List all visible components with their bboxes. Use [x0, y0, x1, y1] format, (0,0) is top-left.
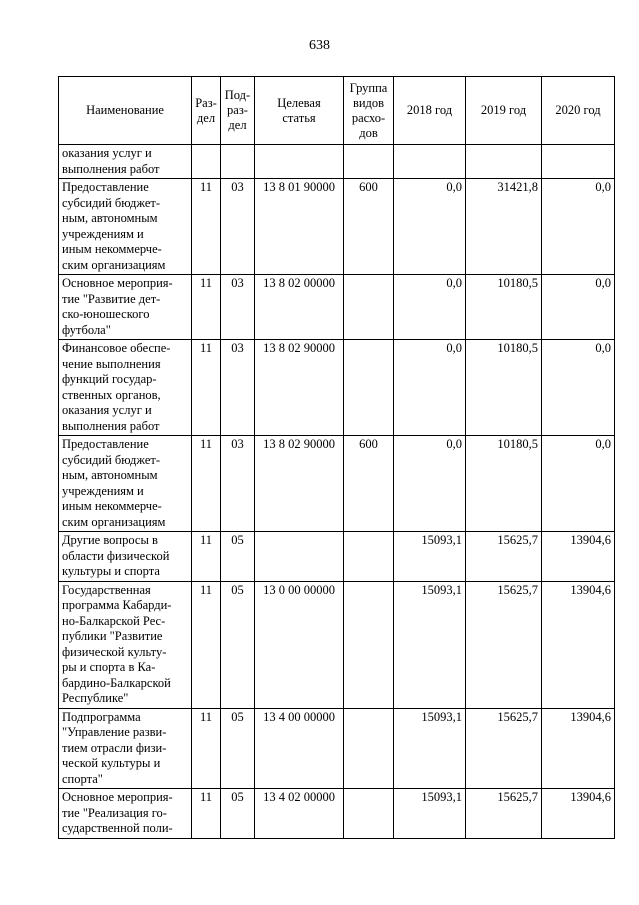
cell-tselevaya-statya	[255, 145, 344, 179]
cell-2020	[542, 145, 615, 179]
table-body	[59, 145, 615, 839]
cell-2019: 15625,7	[466, 708, 542, 789]
cell-gruppa	[344, 581, 394, 708]
cell-name: Другие вопросы в области физической культуры и спорта	[59, 532, 192, 582]
cell-2020: 13904,6	[542, 789, 615, 839]
cell-2019: 10180,5	[466, 275, 542, 340]
table-row	[59, 436, 615, 532]
table-row	[59, 532, 615, 582]
header-2019: 2019 год	[466, 77, 542, 145]
cell-tselevaya-statya: 13 0 00 00000	[255, 581, 344, 708]
cell-name: Государственная программа Кабарди- но-Балкарской Рес- публики "Развитие физической культу- ры и спорта в Ка- бардино-Балкарской Республике"	[59, 581, 192, 708]
cell-podrazdel: 03	[221, 179, 255, 275]
cell-2018: 15093,1	[394, 789, 466, 839]
cell-2020: 0,0	[542, 179, 615, 275]
cell-gruppa	[344, 532, 394, 582]
cell-gruppa	[344, 275, 394, 340]
cell-2018: 0,0	[394, 179, 466, 275]
cell-2019	[466, 145, 542, 179]
cell-2019: 10180,5	[466, 340, 542, 436]
cell-razdel: 11	[192, 436, 221, 532]
cell-tselevaya-statya: 13 8 01 90000	[255, 179, 344, 275]
cell-gruppa	[344, 708, 394, 789]
cell-podrazdel: 03	[221, 436, 255, 532]
cell-podrazdel: 05	[221, 532, 255, 582]
header-2018: 2018 год	[394, 77, 466, 145]
cell-tselevaya-statya: 13 8 02 00000	[255, 275, 344, 340]
cell-2018: 15093,1	[394, 708, 466, 789]
header-name: Наименование	[59, 77, 192, 145]
cell-2019: 31421,8	[466, 179, 542, 275]
cell-2020: 0,0	[542, 340, 615, 436]
page-number: 638	[309, 38, 330, 53]
table-row	[59, 708, 615, 789]
cell-2019: 15625,7	[466, 532, 542, 582]
cell-2019: 15625,7	[466, 789, 542, 839]
cell-tselevaya-statya: 13 8 02 90000	[255, 436, 344, 532]
cell-razdel	[192, 145, 221, 179]
cell-tselevaya-statya: 13 4 00 00000	[255, 708, 344, 789]
cell-2018: 0,0	[394, 436, 466, 532]
cell-2019: 10180,5	[466, 436, 542, 532]
cell-podrazdel: 05	[221, 789, 255, 839]
header-podrazdel: Под- раз- дел	[221, 77, 255, 145]
header-gruppa-vidov-raskhodov: Группа видов расхо- дов	[344, 77, 394, 145]
cell-2020: 13904,6	[542, 581, 615, 708]
cell-name: Основное мероприя- тие "Развитие дет- ско-юношеского футбола"	[59, 275, 192, 340]
cell-tselevaya-statya	[255, 532, 344, 582]
table-row	[59, 581, 615, 708]
cell-gruppa	[344, 340, 394, 436]
cell-2020: 0,0	[542, 436, 615, 532]
header-razdel: Раз- дел	[192, 77, 221, 145]
header-2020: 2020 год	[542, 77, 615, 145]
cell-name: Финансовое обеспе- чение выполнения функций государ- ственных органов, оказания услуг и выполнения работ	[59, 340, 192, 436]
cell-podrazdel: 05	[221, 581, 255, 708]
cell-gruppa: 600	[344, 179, 394, 275]
table-header-row	[59, 77, 615, 145]
cell-name: Предоставление субсидий бюджет- ным, автономным учреждениям и иным некоммерче- ским организациям	[59, 436, 192, 532]
cell-2018: 0,0	[394, 275, 466, 340]
table-row	[59, 340, 615, 436]
table-row	[59, 179, 615, 275]
cell-razdel: 11	[192, 789, 221, 839]
cell-tselevaya-statya: 13 8 02 90000	[255, 340, 344, 436]
cell-razdel: 11	[192, 179, 221, 275]
cell-razdel: 11	[192, 275, 221, 340]
cell-name: Основное мероприя- тие "Реализация го- сударственной поли-	[59, 789, 192, 839]
cell-2018: 0,0	[394, 340, 466, 436]
cell-razdel: 11	[192, 708, 221, 789]
cell-2020: 13904,6	[542, 708, 615, 789]
cell-podrazdel: 05	[221, 708, 255, 789]
cell-name: оказания услуг и выполнения работ	[59, 145, 192, 179]
cell-podrazdel: 03	[221, 340, 255, 436]
cell-2018	[394, 145, 466, 179]
table-row	[59, 275, 615, 340]
cell-gruppa	[344, 789, 394, 839]
cell-2019: 15625,7	[466, 581, 542, 708]
cell-tselevaya-statya: 13 4 02 00000	[255, 789, 344, 839]
budget-table	[58, 76, 615, 839]
table-row	[59, 789, 615, 839]
cell-razdel: 11	[192, 340, 221, 436]
cell-2020: 13904,6	[542, 532, 615, 582]
cell-2020: 0,0	[542, 275, 615, 340]
cell-razdel: 11	[192, 532, 221, 582]
table-row	[59, 145, 615, 179]
cell-2018: 15093,1	[394, 532, 466, 582]
cell-2018: 15093,1	[394, 581, 466, 708]
cell-gruppa	[344, 145, 394, 179]
cell-podrazdel: 03	[221, 275, 255, 340]
cell-name: Подпрограмма "Управление разви- тием отрасли физи- ческой культуры и спорта"	[59, 708, 192, 789]
header-tselevaya-statya: Целевая статья	[255, 77, 344, 145]
cell-gruppa: 600	[344, 436, 394, 532]
cell-podrazdel	[221, 145, 255, 179]
cell-name: Предоставление субсидий бюджет- ным, автономным учреждениям и иным некоммерче- ским организациям	[59, 179, 192, 275]
cell-razdel: 11	[192, 581, 221, 708]
